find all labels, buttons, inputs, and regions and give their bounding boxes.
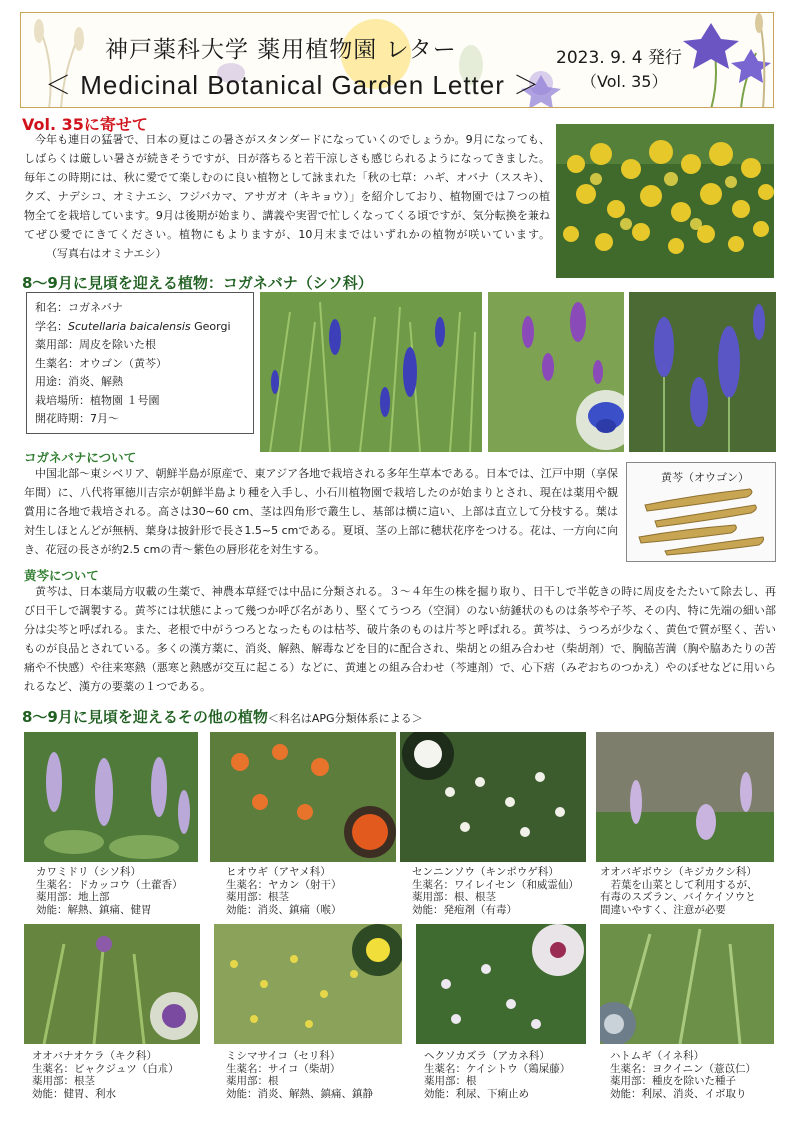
plant-name: ハトムギ（イネ科）: [610, 1050, 705, 1062]
plant-line: 効能：発疱剤（有毒）: [412, 903, 517, 916]
plant-line: 効能：解熱、鎮痛、健胃: [36, 903, 152, 916]
ominaeshi-photo: [556, 124, 774, 278]
letter-header: [20, 12, 774, 108]
plant-line: 間違いやすく、注意が必要: [600, 903, 726, 916]
sci-prefix: 学名：: [35, 319, 68, 333]
plant-line: 薬用部：根茎: [226, 891, 289, 903]
info-scientific-name: [35, 318, 245, 337]
plant-line: 若葉を山菜として利用するが、: [600, 878, 758, 891]
plant-caption-2: [226, 866, 342, 916]
plant-line: 生薬名：ビャクジュツ（白朮）: [32, 1062, 179, 1075]
plant-line: 有毒のスズラン、バイケイソウと: [600, 891, 756, 903]
letter-title-jp: 神戸薬科大学 薬用植物園 レター: [105, 37, 457, 63]
plant-photo-oobagibousi: [596, 732, 774, 862]
others-title: 8～9月に見頃を迎えるその他の植物: [22, 708, 268, 726]
plant-name: センニンソウ（キンポウゲ科）: [412, 866, 559, 878]
plant-line: 効能：利尿、消炎、イボ取り: [610, 1087, 747, 1100]
info-wamei: 和名：コガネバナ: [35, 301, 123, 314]
root-label: 黄芩（オウゴン）: [661, 471, 749, 484]
plant-line: 薬用部：地上部: [36, 891, 110, 903]
koganebana-photo-2: [488, 292, 624, 452]
plant-name: カワミドリ（シソ科）: [36, 866, 141, 878]
intro-text: [24, 130, 550, 263]
plant-photo-hiougi: [210, 732, 396, 862]
intro-body: 今年も連日の猛暑で、日本の夏はこの暑さがスタンダードになっていくのでしょうか。9月になっても、しばらくは厳しい暑さが続きそうですが、日が落ちると若干涼しさも感じられるようになってきました。毎年この時期には、秋に愛でて楽しむのに良い植物として詠まれた「秋の七草：ハギ、オバナ（ススキ）、クズ、ナデシコ、オミナエシ、フジバカマ、アサガオ（キキョウ）」を紹介しており、植物園では７つの植物全てを栽培しています。9月は後期が始まり、講義や実習で忙しくなってくる頃ですが、気分転換を兼ねてぜひ愛でにきてください。植物にもよりますが、10月末まではいずれかの植物が咲いています。: [24, 133, 550, 241]
ougon-root-figure: [626, 462, 776, 562]
plant-line: 生薬名：ヤカン（射干）: [226, 878, 342, 891]
intro-heading: Vol. 35に寄せて: [22, 115, 148, 134]
plant-line: 生薬名：ヨクイニン（薏苡仁）: [610, 1062, 757, 1075]
root-illustration: [635, 485, 769, 557]
plant-line: 効能：消炎、解熱、鎮痛、鎮静: [226, 1087, 373, 1100]
plant-line: 効能：健胃、利水: [32, 1087, 116, 1100]
plant-photo-misimasaiko: [214, 924, 402, 1044]
koganebana-photo-1: [260, 292, 482, 452]
sci-name: Scutellaria baicalensis: [68, 319, 191, 333]
about-text: [24, 464, 618, 559]
plant-line: 薬用部：根: [226, 1075, 279, 1087]
plant-photo-kawamidori: [24, 732, 198, 862]
plant-name: ヘクソカズラ（アカネ科）: [424, 1050, 550, 1062]
plant-caption-6: [226, 1050, 373, 1100]
ougon-body: 黄芩は、日本薬局方収載の生薬で、神農本草経では中品に分類される。３～４年生の株を掘り取り、日干しで半乾きの時に周皮をたたいて除去し、再び日干しで調製する。黄芩には状態によって幾つか呼び名があり、堅くてうつろ（空洞）のない紡錘状のものは条芩や子芩、その内、特に先端の細い部分は尖芩と呼ばれる。また、老根で中がうつろとなったものは枯芩、破片条のものは片芩と呼ばれる。黄芩は、うつろが少なく、黄色で質が堅く、苦いものが良品とされている。多くの漢方薬に、消炎、解熱、解毒などを目的に配合され、柴胡との組み合わせ（柴胡剤）で、胸脇苦満（胸や脇あたりの苦痛や不快感）や往来寒熱（悪寒と熱感が交互に起こる）などに、黄連との組み合わせ（芩連剤）で、心下痞（みぞおちのつかえ）やのぼせなどに用いられるなど、漢方の要薬の１つである。: [24, 585, 776, 693]
plant-line: 薬用部：種皮を除いた種子: [610, 1075, 736, 1087]
plant-line: 効能：利尿、下痢止め: [424, 1087, 529, 1100]
feature-heading: 8～9月に見頃を迎える植物：コガネバナ（シソ科）: [22, 274, 373, 292]
plant-name: オオバナオケラ（キク科）: [32, 1050, 158, 1062]
plant-line: 生薬名：ドカッコウ（土藿香）: [36, 878, 183, 891]
feature-info-box: [26, 292, 254, 434]
plant-line: 生薬名：ワイレイセン（和威霊仙）: [412, 878, 579, 891]
plant-line: 薬用部：根、根茎: [412, 891, 496, 903]
plant-name: ヒオウギ（アヤメ科）: [226, 866, 331, 878]
info-location: 栽培場所：植物園 １号園: [35, 393, 160, 407]
info-crude-drug: 生薬名：オウゴン（黄芩）: [35, 356, 167, 370]
plant-photo-senninsou: [400, 732, 586, 862]
plant-caption-1: [36, 866, 183, 916]
plant-name: オオバギボウシ（キジカクシ科）: [600, 866, 757, 878]
about-body: 中国北部～東シベリア、朝鮮半島が原産で、東アジア各地で栽培される多年生草本である。日本では、江戸中期（享保年間）に、八代将軍徳川吉宗が朝鮮半島より種を入手し、小石川植物園で栽培したのが始まりとされ、現在は薬用や観賞用に各地で栽培される。高さは30~60 cm、茎は四角形で叢生し、基部は横に這い、上部は直立して分枝する。葉は対生しほとんどが無柄、葉身は披針形で長さ1.5~5 cmである。夏頃、茎の上部に穂状花序をつける。花は、一方向に向き、花冠の長さが約2.5 cmの青～紫色の唇形花を対生する。: [24, 467, 618, 556]
info-part: 薬用部：周皮を除いた根: [35, 338, 156, 351]
plant-photo-hekusokazura: [416, 924, 586, 1044]
info-bloom: 開花時期：7月～: [35, 412, 119, 425]
plant-caption-5: [32, 1050, 179, 1100]
others-heading: [22, 706, 423, 727]
issue-date: 2023. 9. 4 発行: [556, 48, 682, 68]
others-note: ＜科名はAPG分類体系による＞: [267, 712, 423, 725]
plant-line: 生薬名：サイコ（柴胡）: [226, 1062, 341, 1075]
sci-author: Georgi: [190, 319, 231, 333]
issue-volume: （Vol. 35）: [581, 72, 668, 91]
plant-photo-oobanaokera: [24, 924, 200, 1044]
intro-photo-note: （写真右はオミナエシ）: [46, 247, 167, 260]
plant-line: 薬用部：根: [424, 1075, 477, 1087]
plant-caption-8: [610, 1050, 756, 1100]
plant-line: 薬用部：根茎: [32, 1075, 95, 1087]
plant-name: ミシマサイコ（セリ科）: [226, 1050, 341, 1062]
plant-line: 効能：消炎、鎮痛（喉）: [226, 903, 342, 916]
ougon-heading: 黄芩について: [24, 568, 99, 583]
plant-line: 生薬名：ケイシトウ（鶏屎藤）: [424, 1062, 571, 1075]
plant-photo-hatomugi: [600, 924, 774, 1044]
ougon-text: [24, 582, 776, 696]
about-heading: コガネバナについて: [24, 450, 137, 465]
plant-caption-3: [412, 866, 579, 916]
letter-title-en: ＜ Medicinal Botanical Garden Letter ＞: [45, 70, 541, 100]
koganebana-photo-3: [629, 292, 776, 452]
info-use: 用途：消炎、解熱: [35, 375, 123, 388]
plant-caption-4: [600, 866, 758, 916]
plant-caption-7: [424, 1050, 570, 1100]
